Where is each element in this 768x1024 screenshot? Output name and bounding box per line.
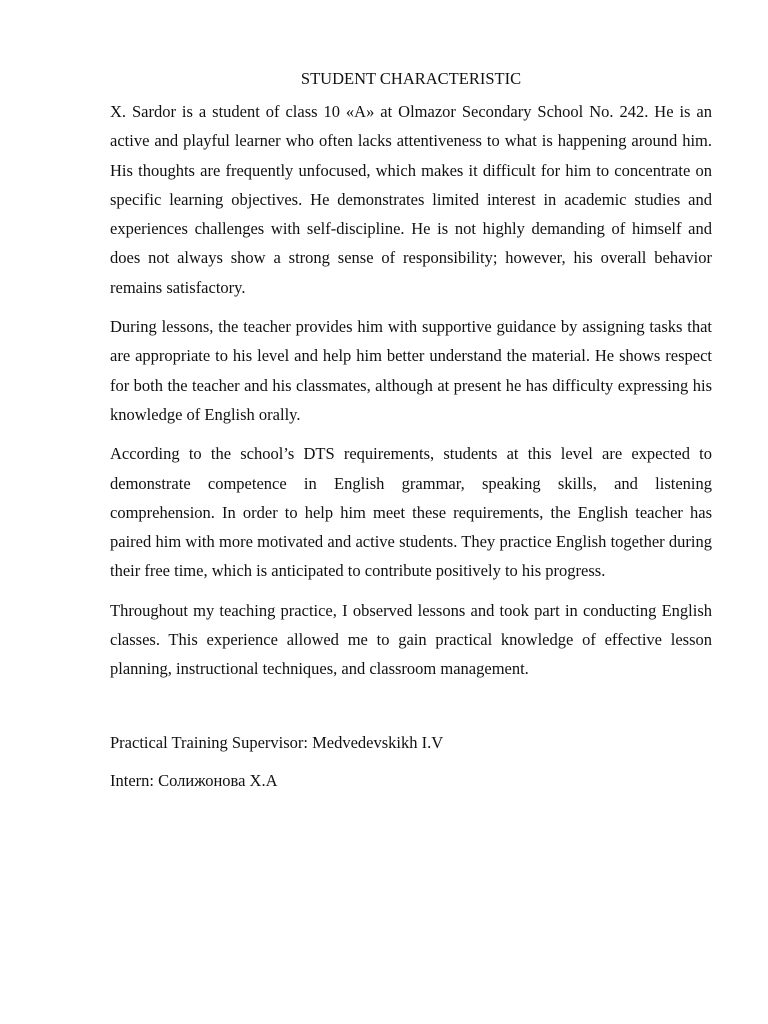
supervisor-line: Practical Training Supervisor: Medvedevskikh I.V xyxy=(110,732,444,752)
intern-line: Intern: Солижонова Х.А xyxy=(110,770,278,790)
paragraph-teaching-practice: Throughout my teaching practice, I observed lessons and took part in conducting English classes. This experience allowed me to gain practical knowledge of effective lesson planning, instructional techniques, and classroom management. xyxy=(110,600,712,679)
paragraph-dts-requirements: According to the school’s DTS requirements, students at this level are expected to demonstrate competence in English grammar, speaking skills, and listening comprehension. In order to help him meet these requirements, the English teacher has paired him with more motivated and active students. They practice English together during their free time, which is anticipated to contribute positively to his progress. xyxy=(110,444,712,581)
signature-block xyxy=(110,728,712,795)
document-page xyxy=(110,66,712,804)
paragraph-teacher-guidance: During lessons, the teacher provides him with supportive guidance by assigning tasks that are appropriate to his level and help him better understand the material. He shows respect for both the teacher and his classmates, although at present he has difficulty expressing his knowledge of English orally. xyxy=(110,317,712,424)
document-title: STUDENT CHARACTERISTIC xyxy=(300,69,522,88)
paragraph-student-description: X. Sardor is a student of class 10 «A» at Olmazor Secondary School No. 242. He is an active and playful learner who often lacks attentiveness to what is happening around him. His thoughts are frequently unfocused, which makes it difficult for him to concentrate on specific learning objectives. He demonstrates limited interest in academic studies and experiences challenges with self-discipline. He is not highly demanding of himself and does not always show a strong sense of responsibility; however, his overall behavior remains satisfactory. xyxy=(110,102,712,297)
